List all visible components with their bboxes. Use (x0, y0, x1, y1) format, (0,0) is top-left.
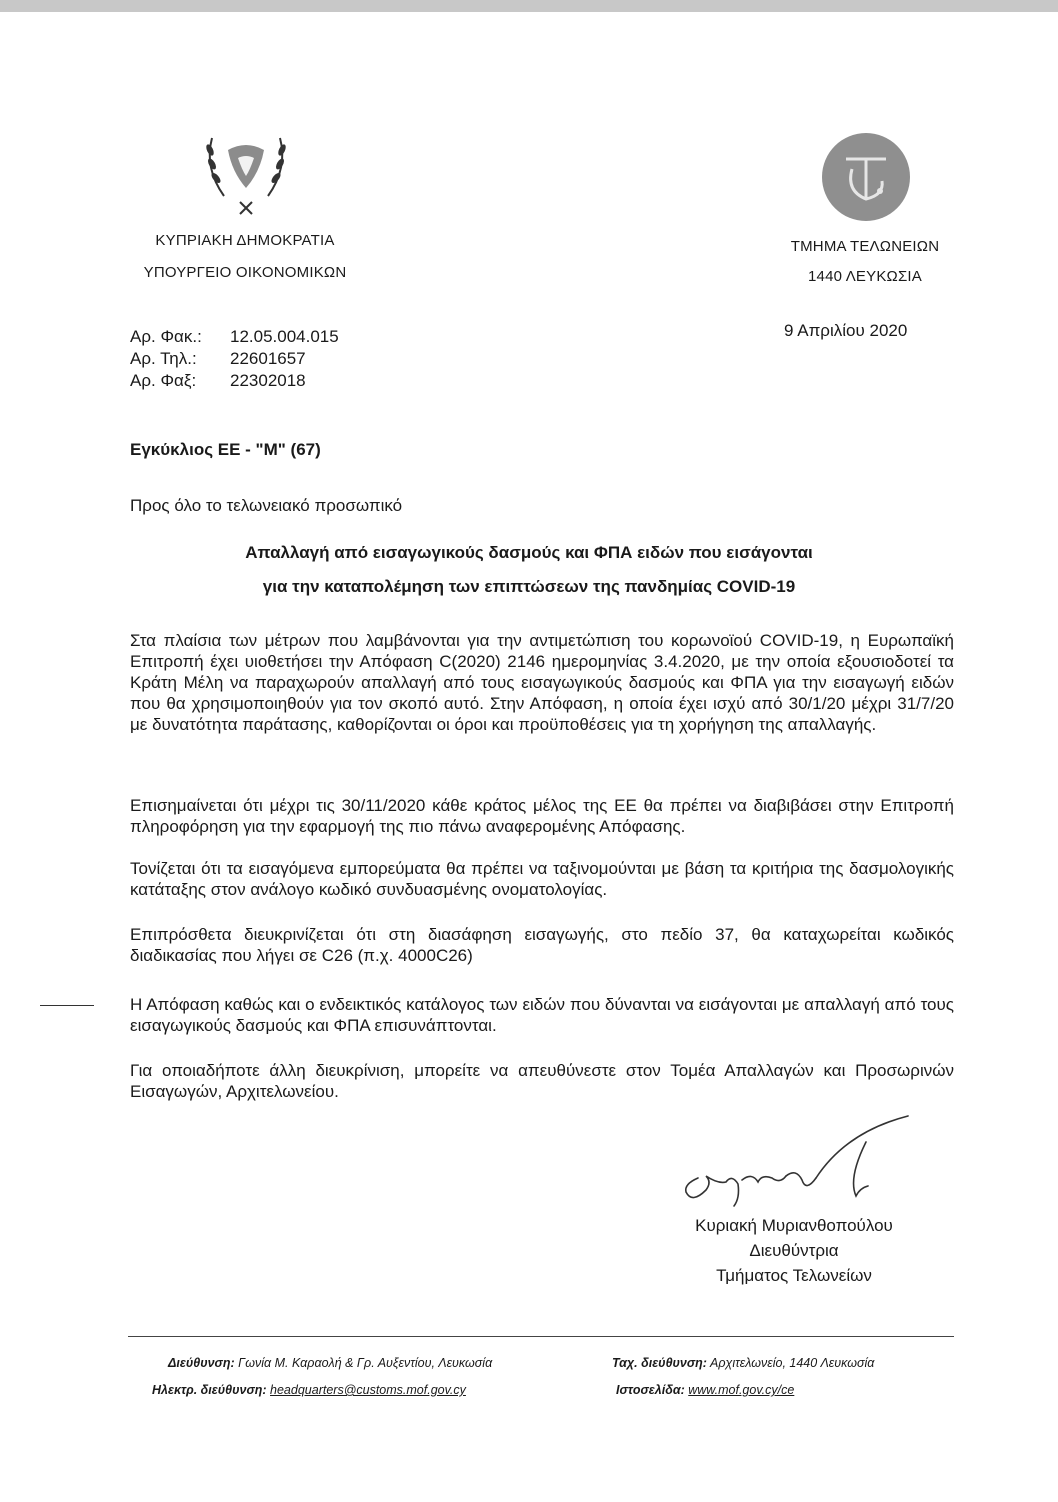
body-paragraph: Επιπρόσθετα διευκρινίζεται ότι στη διασάφηση εισαγωγής, στο πεδίο 37, θα καταχωρείται κωδικός διαδικασίας που λήγει σε C26 (π.χ. 4000C26) (130, 925, 954, 965)
reference-file (130, 326, 339, 348)
header-right-line2: 1440 ΛΕΥΚΩΣΙΑ (807, 268, 922, 285)
header-left-line2: ΥΠΟΥΡΓΕΙΟ ΟΙΚΟΝΟΜΙΚΩΝ (143, 264, 347, 281)
footer-address-value: Γωνία Μ. Καραολή & Γρ. Αυξεντίου, Λευκωσία (238, 1356, 493, 1370)
footer-web (616, 1383, 794, 1397)
footer-email-link[interactable]: headquarters@customs.mof.gov.cy (270, 1383, 466, 1397)
footer-email (152, 1383, 466, 1397)
body-paragraph: Στα πλαίσια των μέτρων που λαμβάνονται για την αντιμετώπιση του κορωνοϊού COVID-19, η Ευρωπαϊκή Επιτροπή έχει υιοθετήσει την Απόφαση C(2020) 2146 ημερομηνίας 3.4.2020, με την οποία εξουσιοδοτεί τα Κράτη Μέλη να παραχωρούν απαλλαγή από τους εισαγωγικούς δασμούς και ΦΠΑ για την εισαγωγή ειδών που θα χρησιμοποιηθούν για τον σκοπό αυτό. Στην Απόφαση, η οποία έχει ισχύ από 30/1/20 μέχρι 31/7/20 με δυνατότητα παράτασης, καθορίζονται οι όροι και προϋποθέσεις για τη χορήγηση της απαλλαγής. (130, 631, 954, 734)
body-paragraph: Τονίζεται ότι τα εισαγόμενα εμπορεύματα θα πρέπει να ταξινομούνται με βάση τα κριτήρια της δασμολογικής κατάταξης στον ανάλογο κωδικό συνδυασμένης ονοματολογίας. (130, 859, 954, 899)
signatory-title: Διευθύντρια (749, 1241, 839, 1260)
signature-block (650, 1213, 938, 1288)
reference-fax (130, 370, 339, 392)
subject-line2: για την καταπολέμηση των επιπτώσεων της πανδημίας COVID-19 (262, 577, 796, 596)
footer-postal (612, 1356, 874, 1370)
footer-address-label: Διεύθυνση: (168, 1356, 235, 1370)
reference-block (130, 326, 339, 392)
footer-postal-value: Αρχιτελωνείο, 1440 Λευκωσία (710, 1356, 875, 1370)
customs-logo (822, 133, 910, 221)
circular-number: Εγκύκλιος ΕΕ - "Μ" (67) (130, 440, 321, 459)
body-paragraph: Η Απόφαση καθώς και ο ενδεικτικός κατάλογος των ειδών που δύνανται να εισάγονται με απαλλαγή από τους εισαγωγικούς δασμούς και ΦΠΑ επισυνάπτονται. (130, 995, 954, 1035)
scan-top-edge (0, 0, 1058, 12)
reference-label: Αρ. Φακ.: (130, 327, 202, 346)
reference-value: 22302018 (230, 371, 306, 390)
header-right-line1: ΤΜΗΜΑ ΤΕΛΩΝΕΙΩΝ (790, 238, 940, 255)
footer-postal-label: Ταχ. διεύθυνση: (612, 1356, 707, 1370)
signatory-name: Κυριακή Μυριανθοπούλου (695, 1216, 893, 1235)
body-paragraph: Επισημαίνεται ότι μέχρι τις 30/11/2020 κάθε κράτος μέλος της ΕΕ θα πρέπει να διαβιβάσει στην Επιτροπή πληροφόρηση για την εφαρμογή της πιο πάνω αναφερομένης Απόφασης. (130, 796, 954, 836)
header-left-line1: ΚΥΠΡΙΑΚΗ ΔΗΜΟΚΡΑΤΙΑ (155, 232, 335, 249)
reference-label: Αρ. Φαξ: (130, 371, 197, 390)
coat-of-arms-logo (190, 128, 302, 220)
reference-value: 12.05.004.015 (230, 327, 339, 346)
footer-web-label: Ιστοσελίδα: (616, 1383, 685, 1397)
handwritten-signature (676, 1112, 916, 1212)
subject (0, 536, 1058, 604)
reference-label: Αρ. Τηλ.: (130, 349, 197, 368)
footer-web-link[interactable]: www.mof.gov.cy/ce (688, 1383, 795, 1397)
reference-value: 22601657 (230, 349, 306, 368)
recipient: Προς όλο το τελωνειακό προσωπικό (130, 496, 403, 515)
signatory-department: Τμήματος Τελωνείων (716, 1266, 872, 1285)
fold-mark (40, 1005, 94, 1006)
footer-address (168, 1356, 492, 1370)
reference-phone (130, 348, 339, 370)
subject-line1: Απαλλαγή από εισαγωγικούς δασμούς και ΦΠΑ ειδών που εισάγονται (245, 543, 813, 562)
footer-divider (128, 1336, 954, 1337)
body-paragraph: Για οποιαδήποτε άλλη διευκρίνιση, μπορείτε να απευθύνεστε στον Τομέα Απαλλαγών και Προσωρινών Εισαγωγών, Αρχιτελωνείου. (130, 1061, 954, 1101)
footer-email-label: Ηλεκτρ. διεύθυνση: (152, 1383, 267, 1397)
letter-date: 9 Απριλίου 2020 (784, 321, 908, 340)
